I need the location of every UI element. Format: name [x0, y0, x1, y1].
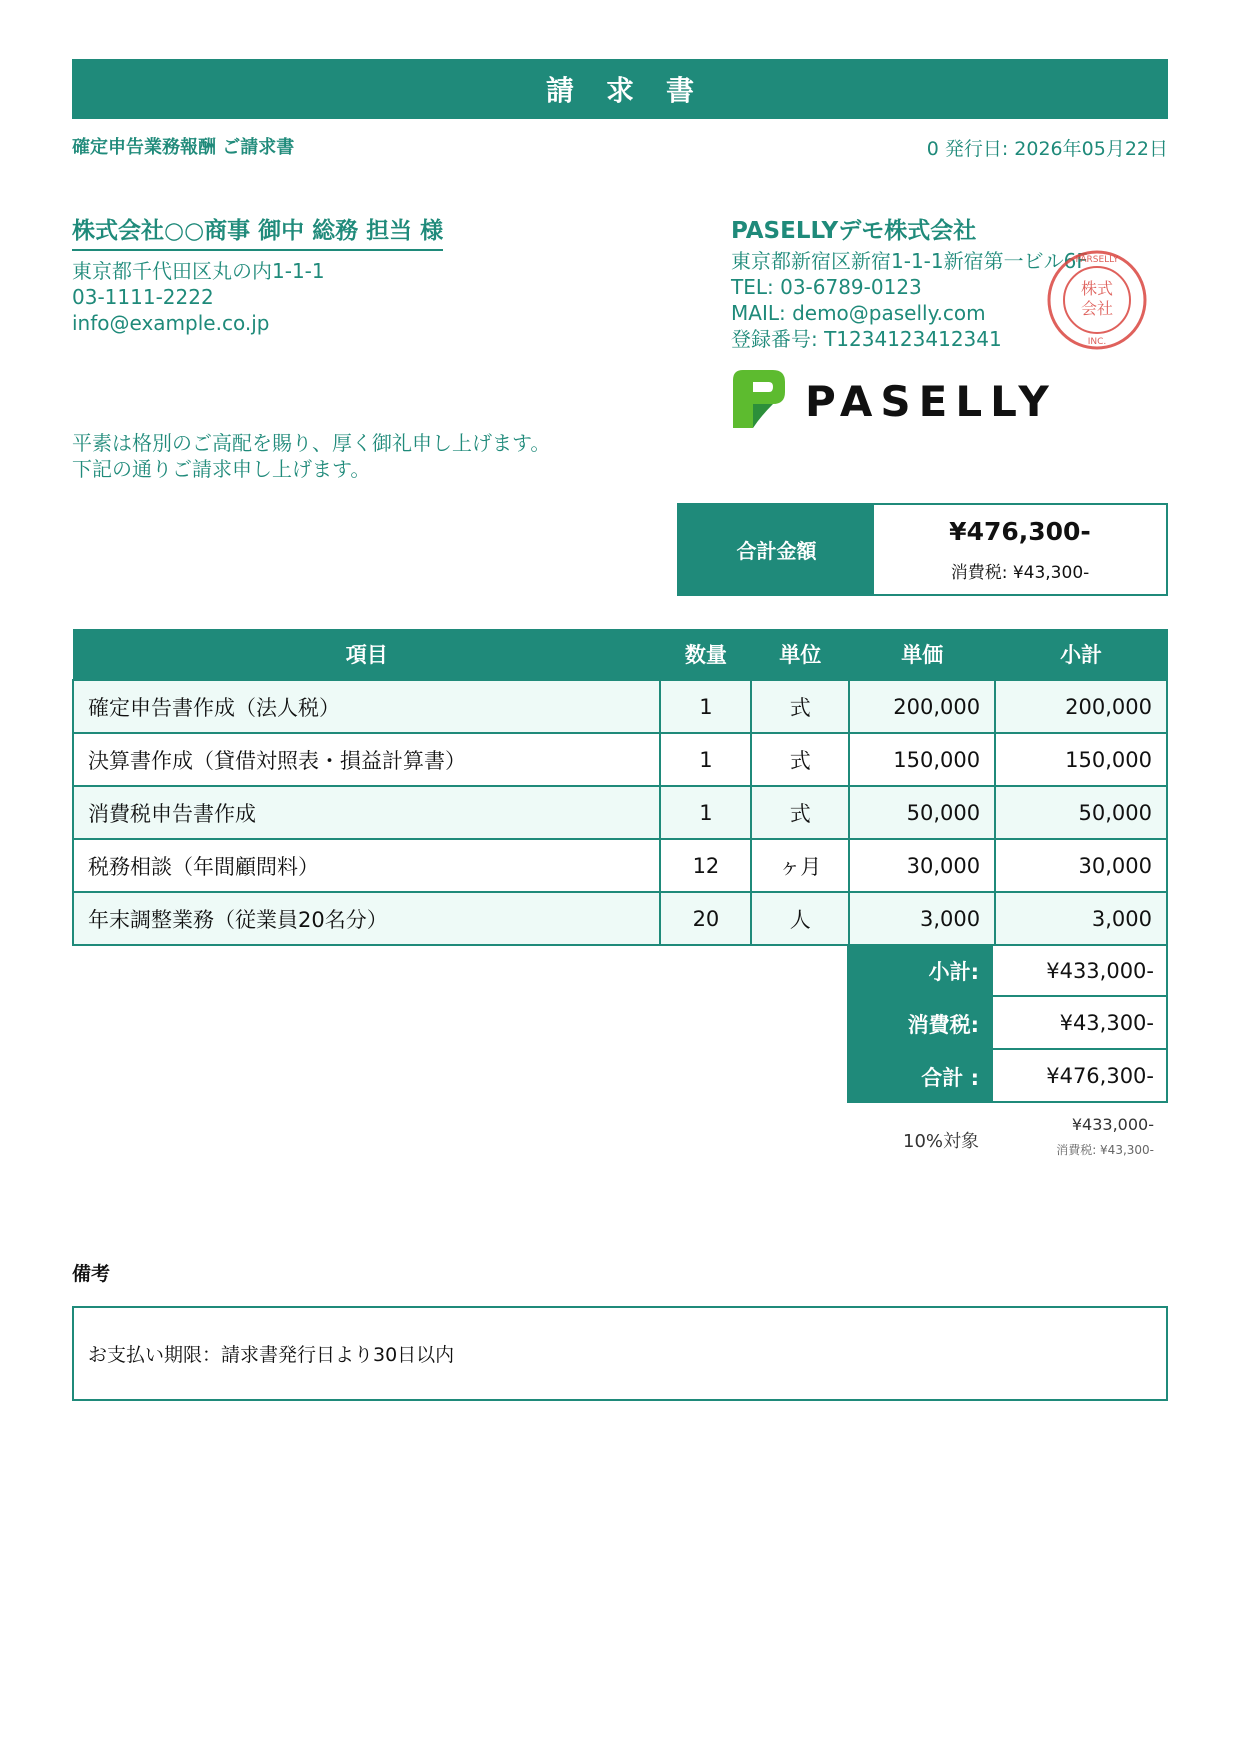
recipient-name: 株式会社○○商事 御中 総務 担当 様 — [72, 212, 443, 251]
cell-unit: 人 — [751, 892, 849, 945]
paselly-logo — [731, 368, 1061, 430]
cell-subtotal: 200,000 — [995, 680, 1167, 733]
cell-price: 30,000 — [849, 839, 995, 892]
cell-price: 3,000 — [849, 892, 995, 945]
recipient-address: 東京都千代田区丸の内1-1-1 — [72, 259, 325, 283]
svg-text:INC.: INC. — [1087, 337, 1107, 347]
cell-unit: 式 — [751, 733, 849, 786]
summary-tax-value: ¥43,300- — [993, 997, 1168, 1050]
invoice-subject: 確定申告業務報酬 ご請求書 — [72, 137, 295, 158]
document-title: 請求書 — [72, 59, 1168, 119]
svg-text:株式: 株式 — [1080, 279, 1114, 298]
table-header-row — [73, 629, 1167, 680]
summary-total-label: 合計 : — [847, 1050, 993, 1103]
header-item: 項目 — [73, 629, 660, 680]
summary-subtotal-label: 小計: — [847, 944, 993, 997]
cell-item: 確定申告書作成（法人税） — [73, 680, 660, 733]
recipient-info — [72, 258, 325, 336]
greeting-line-1: 平素は格別のご高配を賜り、厚く御礼申し上げます。 — [72, 431, 551, 455]
cell-qty: 1 — [660, 733, 751, 786]
cell-item: 年末調整業務（従業員20名分） — [73, 892, 660, 945]
cell-item: 税務相談（年間顧問料） — [73, 839, 660, 892]
cell-subtotal: 50,000 — [995, 786, 1167, 839]
header-price: 単価 — [849, 629, 995, 680]
issuer-info — [731, 248, 1088, 352]
recipient-phone: 03-1111-2222 — [72, 285, 214, 309]
items-table — [72, 629, 1168, 946]
cell-subtotal: 3,000 — [995, 892, 1167, 945]
cell-subtotal: 30,000 — [995, 839, 1167, 892]
summary-subtotal-value: ¥433,000- — [993, 944, 1168, 997]
tax-rate-amount: ¥433,000- — [1071, 1115, 1154, 1134]
issuer-tel: TEL: 03-6789-0123 — [731, 275, 922, 299]
cell-qty: 12 — [660, 839, 751, 892]
cell-subtotal: 150,000 — [995, 733, 1167, 786]
cell-price: 200,000 — [849, 680, 995, 733]
cell-item: 消費税申告書作成 — [73, 786, 660, 839]
table-row — [73, 680, 1167, 733]
summary-block — [847, 944, 1168, 1103]
issuer-registration: 登録番号: T1234123412341 — [731, 327, 1002, 351]
table-row — [73, 786, 1167, 839]
greeting-line-2: 下記の通りご請求申し上げます。 — [72, 457, 371, 481]
summary-total-row — [847, 1050, 1168, 1103]
cell-unit: 式 — [751, 680, 849, 733]
remarks-text: お支払い期限：請求書発行日より30日以内 — [88, 1344, 455, 1366]
recipient-email: info@example.co.jp — [72, 311, 270, 335]
cell-item: 決算書作成（貸借対照表・損益計算書） — [73, 733, 660, 786]
remarks-box — [72, 1306, 1168, 1401]
total-amount-values — [874, 505, 1166, 594]
header-subtotal: 小計 — [995, 629, 1167, 680]
summary-tax-row — [847, 997, 1168, 1050]
cell-qty: 20 — [660, 892, 751, 945]
tax-rate-tax: 消費税: ¥43,300- — [1056, 1143, 1154, 1157]
table-row — [73, 839, 1167, 892]
tax-rate-label: 10%対象 — [903, 1131, 980, 1152]
total-tax-value: 消費税: ¥43,300- — [950, 562, 1090, 583]
remarks-heading: 備考 — [72, 1263, 111, 1285]
header-qty: 数量 — [660, 629, 751, 680]
svg-text:PARSELLY: PARSELLY — [1075, 255, 1119, 265]
issuer-address: 東京都新宿区新宿1-1-1新宿第一ビル6F — [731, 249, 1088, 273]
total-amount-label: 合計金額 — [679, 505, 874, 594]
total-amount-value: ¥476,300- — [949, 516, 1091, 546]
table-row — [73, 892, 1167, 945]
svg-text:会社: 会社 — [1080, 299, 1114, 318]
cell-qty: 1 — [660, 680, 751, 733]
cell-price: 150,000 — [849, 733, 995, 786]
greeting — [72, 430, 550, 482]
summary-tax-label: 消費税: — [847, 997, 993, 1050]
summary-total-value: ¥476,300- — [993, 1050, 1168, 1103]
issuer-name: PASELLYデモ株式会社 — [731, 218, 977, 244]
cell-price: 50,000 — [849, 786, 995, 839]
header-unit: 単位 — [751, 629, 849, 680]
svg-text:PASELLY: PASELLY — [805, 377, 1057, 426]
summary-subtotal-row — [847, 944, 1168, 997]
cell-unit: 式 — [751, 786, 849, 839]
total-amount-box — [677, 503, 1168, 596]
issuer-mail: MAIL: demo@paselly.com — [731, 301, 986, 325]
table-row — [73, 733, 1167, 786]
issue-date: 0 発行日: 2026年05月22日 — [926, 138, 1168, 160]
company-seal-stamp — [1045, 248, 1149, 352]
cell-unit: ヶ月 — [751, 839, 849, 892]
cell-qty: 1 — [660, 786, 751, 839]
